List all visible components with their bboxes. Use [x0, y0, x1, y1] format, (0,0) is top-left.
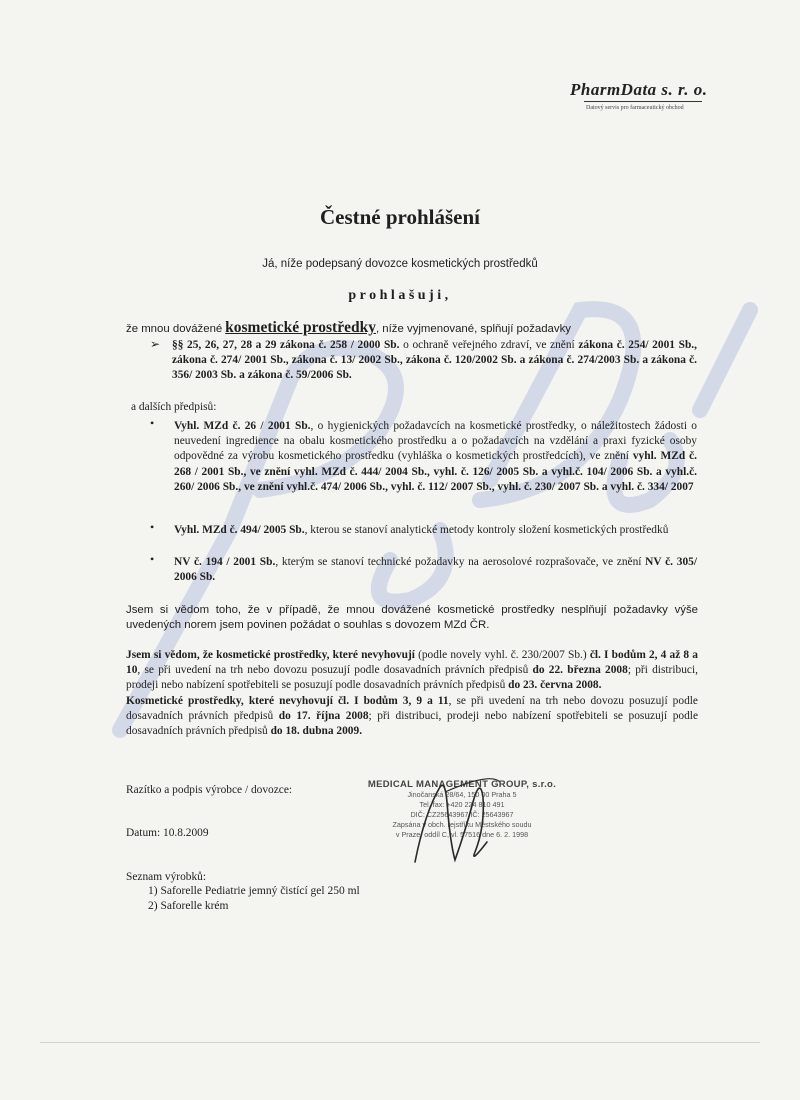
stamp-line: Tel./fax: +420 224 810 491: [419, 800, 505, 809]
bullet-icon: •: [150, 552, 155, 566]
law-normal-1: o ochraně veřejného zdraví, ve znění: [399, 339, 579, 351]
reg-bold-1: Vyhl. MZd č. 494/ 2005 Sb.: [174, 524, 305, 536]
novela-paragraph: [126, 648, 698, 739]
regulation-item: [174, 523, 697, 538]
reg-bold-2: NV č. 305/ 2006 Sb.: [174, 556, 697, 584]
stamp-company: MEDICAL MANAGEMENT GROUP, s.r.o.: [367, 779, 557, 790]
bullet-icon: •: [150, 416, 155, 430]
date-line: Datum: 10.8.2009: [126, 827, 209, 839]
list-item: 2) Saforelle krém: [148, 900, 229, 912]
novela-bold-6: do 17. října 2008: [278, 709, 369, 722]
law-bold-2: zákona č. 254/ 2001 Sb., zákona č. 274/ 2001 Sb., zákona č. 13/ 2002 Sb., zákona č. 120/2002 Sb. a zákona č. 274/2003 Sb. a zákona č. 356/ 2003 Sb. a zákona č. 59/2006 Sb.: [172, 339, 697, 382]
reg-normal: , kterou se stanoví analytické metody kontroly složení kosmetických prostředků: [304, 524, 669, 536]
law-item: [172, 338, 697, 384]
products-list: [128, 884, 360, 914]
scan-edge-line: [40, 1042, 760, 1043]
bullet-icon: •: [150, 520, 155, 534]
novela-bold-5: Kosmetické prostředky, které nevyhovují čl. I bodům 3, 9 a 11: [126, 694, 449, 707]
reg-bold-1: Vyhl. MZd č. 26 / 2001 Sb.: [174, 420, 311, 432]
logo-name: PharmData s. r. o.: [570, 80, 708, 99]
logo-underline: [584, 101, 702, 102]
document-title: Čestné prohlášení: [319, 205, 481, 229]
signature-label: Razítko a podpis výrobce / dovozce:: [126, 784, 293, 796]
stamp-line: DIČ: CZ25643967 IČ: 25643967: [410, 810, 514, 819]
novela-bold-4: do 23. června 2008.: [508, 679, 602, 692]
statement-suffix: , níže vyjmenované, splňují požadavky: [375, 323, 571, 335]
reg-normal: , kterým se stanoví technické požadavky na aerosolové rozprašovače, ve znění: [275, 556, 646, 568]
handwritten-signature: [395, 772, 515, 872]
logo-tagline: Datový servis pro farmaceutický obchod: [586, 105, 684, 111]
novela-text-5: , se při uvedení na trh nebo dovozu posuzují podle dosavadních právních předpisů: [126, 694, 698, 722]
declare-line: prohlašuji,: [348, 288, 452, 303]
law-bold-1: §§ 25, 26, 27, 28 a 29 zákona č. 258 / 2000 Sb.: [172, 339, 400, 351]
novela-bold-7: do 18. dubna 2009.: [270, 725, 363, 738]
novela-bold-1: Jsem si vědom, že kosmetické prostředky, které nevyhovují: [126, 649, 415, 661]
statement-prefix: že mnou dovážené: [126, 323, 223, 335]
novela-text-2: , se při uvedení na trh nebo dovozu posuzují podle dosavadních právních předpisů: [137, 664, 533, 677]
regulation-item: [174, 419, 697, 495]
novela-bold-3: do 22. března 2008: [532, 664, 628, 677]
reg-normal: , o hygienických požadavcích na kosmetické prostředky, o náležitostech žádosti o neuvedení ingredience na obalu kosmetického prostředku a o požadavcích na vzdělání a praxi fyzické osoby odpovědné za výrobu kosmetického prostředku (vyhláška o kosmetických prostředcích), ve znění: [174, 420, 697, 463]
arrow-bullet-icon: ➢: [150, 337, 161, 351]
stamp-line: Zapsána v obch. rejstříku Městského soudu: [392, 820, 532, 829]
novela-bold-2: čl. I bodům 2, 4 až 8 a 10: [126, 649, 698, 677]
novela-text-1: (podle novely vyhl. č. 230/2007 Sb.): [414, 649, 590, 661]
statement-line: [126, 320, 686, 337]
company-logo: [570, 80, 710, 111]
other-regs-label: a dalších předpisů:: [131, 401, 217, 413]
intro-line: Já, níže podepsaný dovozce kosmetických prostředků: [262, 258, 538, 270]
regulation-item: [174, 555, 697, 585]
stamp-line: v Praze, oddíl C, vl. 57516 dne 6. 2. 1998: [395, 830, 529, 839]
list-item: 1) Saforelle Pediatrie jemný čistící gel 250 ml: [148, 885, 360, 897]
novela-text-6: ; při distribuci, prodeji nebo nabízení spotřebiteli se posuzují podle dosavadních právních předpisů: [126, 709, 699, 738]
reg-bold-2: vyhl. MZd č. 268 / 2001 Sb., ve znění vyhl. MZd č. 444/ 2004 Sb., vyhl. č. 126/ 2005 Sb. a vyhl.č. 104/ 2006 Sb. a vyhl.č. 260/ 2006 Sb., ve znění vyhl.č. 474/ 2006 Sb., vyhl. č. 112/ 2007 Sb., vyhl. č. 230/ 2007 Sb. a vyhl. č. 334/ 2007: [174, 450, 697, 493]
stamp-line: Jinočanská 28/64, 150 00 Praha 5: [407, 790, 517, 799]
reg-bold-1: NV č. 194 / 2001 Sb.: [174, 556, 276, 568]
statement-highlight: kosmetické prostředky: [225, 319, 376, 336]
awareness-paragraph: Jsem si vědom toho, že v případě, že mnou dovážené kosmetické prostředky nesplňují požadavky výše uvedených norem jsem povinen požádat o souhlas s dovozem MZd ČR.: [126, 604, 698, 632]
novela-text-3: ; při distribuci, prodeji nebo nabízení spotřebiteli se posuzují podle dosavadních právních předpisů: [126, 664, 698, 692]
products-label: Seznam výrobků:: [126, 871, 207, 883]
